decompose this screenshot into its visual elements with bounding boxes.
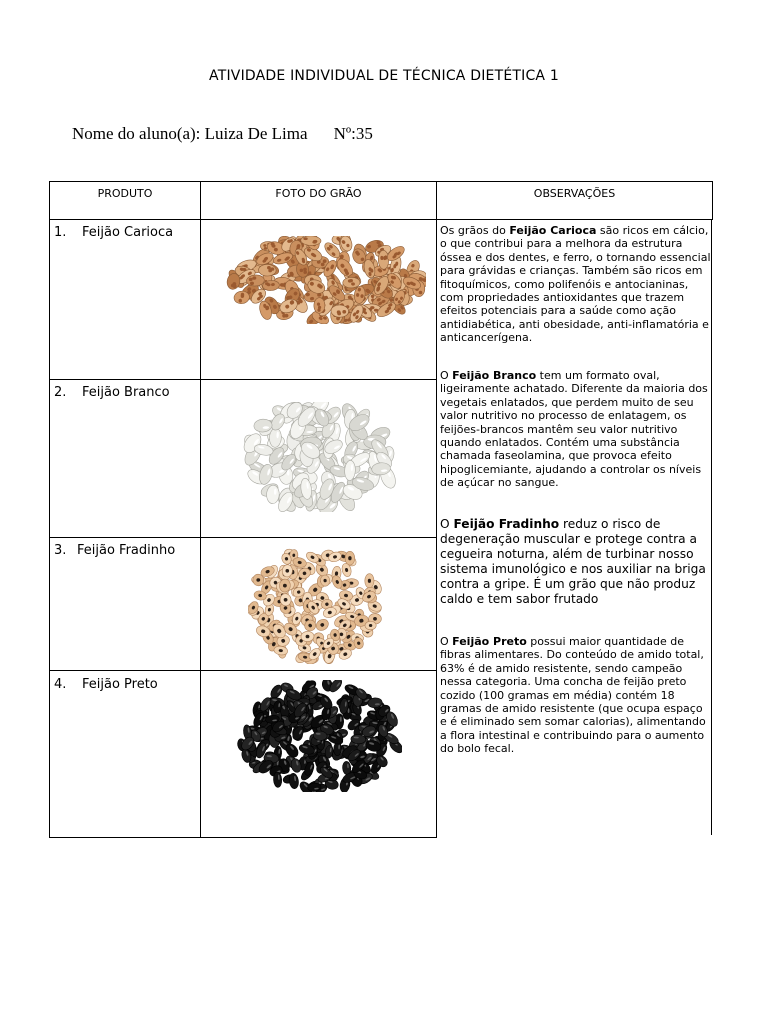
observation-2-bold: Feijão Branco — [452, 369, 537, 382]
observation-3-text-b: reduz o risco de degeneração muscular e protege contra a cegueira noturna, além de turbinar nosso sistema imunológico e nos auxiliar na briga contra a gripe. É um grão que não produz caldo e tem sabor frutado — [440, 517, 706, 606]
table-row-divider-2 — [49, 537, 437, 538]
product-3 — [54, 543, 175, 558]
header-foto: FOTO DO GRÃO — [275, 187, 362, 200]
observation-4-bold: Feijão Preto — [452, 635, 527, 648]
student-info — [72, 124, 373, 144]
student-number: Nº:35 — [333, 124, 373, 143]
table-row-divider-3 — [49, 670, 437, 671]
observation-fradinho — [440, 517, 712, 607]
pinto-beans-photo — [222, 236, 426, 324]
product-4-number: 4. — [54, 677, 67, 692]
observation-1-text-a: Os grãos do — [440, 224, 510, 237]
header-observacoes: OBSERVAÇÕES — [533, 187, 616, 200]
black-beans-photo — [236, 680, 402, 792]
product-1-number: 1. — [54, 225, 67, 240]
observation-2-text-a: O — [440, 369, 453, 382]
white-beans-photo — [240, 402, 398, 512]
observation-2-text-b: tem um formato oval, ligeiramente achatado. Diferente da maioria dos vegetais enlatados, que perdem muito de seu valor nutritivo no processo de enlatagem, os feijões-brancos mantêm seu valor nutritivo quando enlatados. Contém uma substância chamada faseolamina, que provoca efeito hipoglicemiante, ajudando a controlar os níveis de açúcar no sangue. — [440, 369, 708, 490]
observation-3-bold: Feijão Fradinho — [453, 517, 560, 531]
table-border-left — [49, 181, 50, 838]
product-3-name: Feijão Fradinho — [77, 543, 176, 558]
product-2-name: Feijão Branco — [82, 385, 170, 400]
observation-3-text-a: O — [440, 517, 454, 531]
product-2-number: 2. — [54, 385, 67, 400]
observation-1-bold: Feijão Carioca — [509, 224, 597, 237]
table-border-right — [712, 181, 713, 219]
observation-1-text-b: são ricos em cálcio, o que contribui para a melhora da estrutura óssea e dos dentes, e ferro, o tornando essencial para grávidas e crianças. Também são ricos em fitoquímicos, como polifenóis e antocianinas, com propriedades antioxidantes que trazem efeitos potenciais para a saúde como ação antidiabética, anti obesidade, anti-inflamatória e anticancerígena. — [440, 224, 711, 345]
product-3-number: 3. — [54, 543, 67, 558]
product-1-name: Feijão Carioca — [82, 225, 174, 240]
table-border-bottom — [49, 837, 437, 838]
table-row-divider-1 — [49, 379, 437, 380]
page-title: ATIVIDADE INDIVIDUAL DE TÉCNICA DIETÉTICA 1 — [209, 68, 559, 84]
header-produto: PRODUTO — [97, 187, 153, 200]
black-eyed-peas-photo — [248, 546, 384, 664]
product-2 — [54, 385, 170, 400]
observation-preto — [440, 635, 712, 756]
observation-4-text-b: possui maior quantidade de fibras alimentares. Do conteúdo de amido total, 63% é de amido resistente, sendo campeão nessa categoria. Uma concha de feijão preto cozido (100 gramas em média) contém 18 gramas de amido resistente (que ocupa espaço e é eliminado sem somar calorias), alimentando a flora intestinal e contribuindo para o aumento do bolo fecal. — [440, 635, 706, 756]
product-1 — [54, 225, 173, 240]
product-4 — [54, 677, 158, 692]
student-name: Nome do aluno(a): Luiza De Lima — [72, 124, 308, 143]
table-border-top — [49, 181, 713, 182]
table-col-divider-2 — [436, 181, 437, 838]
product-4-name: Feijão Preto — [82, 677, 158, 692]
table-header-divider — [49, 219, 713, 220]
table-col-divider-1 — [200, 181, 201, 838]
observation-branco — [440, 369, 712, 490]
observation-carioca — [440, 224, 712, 345]
observation-4-text-a: O — [440, 635, 453, 648]
